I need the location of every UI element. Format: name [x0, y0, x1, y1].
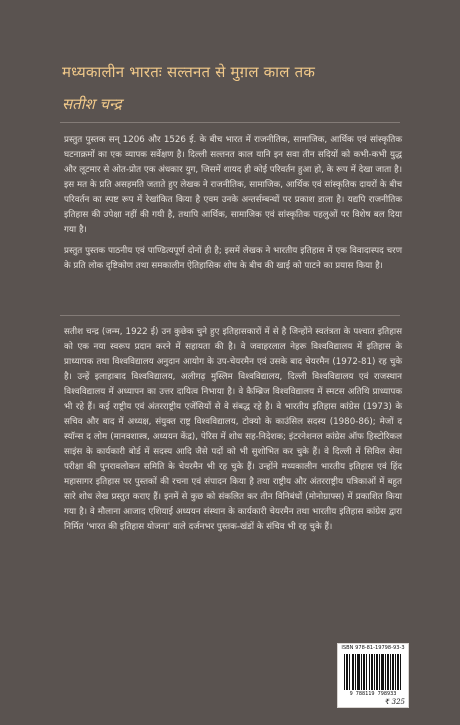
section-divider: [60, 122, 400, 123]
description-paragraph: प्रस्तुत पुस्तक पाठनीय एवं पाण्डित्यपूर्ण दोनों ही है; इसमें लेखक ने भारतीय इतिहास में एक विवादास्पद चरण के प्रति लोक दृष्टिकोण तथा समकालीन ऐतिहासिक शोध के बीच की खाई को पाटने का प्रयास किया है।: [64, 246, 402, 271]
book-description: [64, 133, 402, 280]
author-bio-paragraph: सतीश चन्द्र (जन्म, 1922 ई) उन कुछेक चुने हुए इतिहासकारों में से है जिन्होंने स्वतंत्रता के पश्चात इतिहास को एक नया स्वरूप प्रदान करने में सहायता की है। वे जवाहरलाल नेहरू विश्वविद्यालय में इतिहास के प्राध्यापक तथा विश्वविद्यालय अनुदान आयोग के उप-चेयरमैन एवं उसके बाद चेयरमैन (1972-81) रह चुके है। उन्हें इलाहाबाद विश्वविद्यालय, अलीगढ़ मुस्लिम विश्वविद्यालय, दिल्ली विश्वविद्यालय एवं राजस्थान विश्वविद्यालय में अध्यापन का उत्तर दायित्व निभाया है। वे कैम्ब्रिज विश्वविद्यालय में स्मटस अतिथि प्राध्यापक भी रहे हैं। कई राष्ट्रीय एवं अंतरराष्ट्रीय एजेंसियों से वे संबद्ध रहे है। वे भारतीय इतिहास कांग्रेस (1973) के सचिव और बाद में अध्यक्ष, संयुक्त राष्ट्र विश्वविद्यालय, टोक्यो के काउंसिल सदस्य (1980-86); मेजों द स्यॉन्स द लोम (मानवशास्त्र, अध्ययन केंद्र), पेरिस में शोध सह-निदेशक; इंटरनेशनल कांग्रेस ऑफ हिस्टोरिकल साइंस के कार्यकारी बोर्ड में सदस्य आदि जैसे पदों को भी सुशोभित कर चुके हैं। वे दिल्ली में सिविल सेवा परीक्षा की पुनरावलोकन समिति के चेयरमैन भी रह चुके हैं। उन्होंने मध्यकालीन भारतीय इतिहास एवं हिंद महासागर इतिहास पर पुस्तकों की रचना एवं संपादन किया है तथा राष्ट्रीय और अंतरराष्ट्रीय पत्रिकाओं में बहुत सारे शोध लेख प्रस्तुत कराए हैं। इनमें से कुछ को संकलित कर तीन विनिबंधों (मोनोग्राफ्स) में प्रकाशित किया गया है। वे मौलाना आजाद एशियाई अध्ययन संस्थान के कार्यकारी चेयरमैन तथा भारतीय इतिहास कांग्रेस द्वारा निर्मित 'भारत की इतिहास योजना' वाले दर्जनभर पुस्तक-खंडों के संचिव भी रह चुके हैं।: [64, 327, 402, 532]
book-title: मध्यकालीन भारतः सल्तनत से मुग़ल काल तक: [62, 63, 316, 81]
barcode-icon: [343, 654, 403, 690]
author-biography: [64, 325, 402, 541]
barcode-number: 9 788119 798933: [349, 691, 397, 697]
book-author: सतीश चन्द्र: [62, 95, 122, 113]
isbn-number: ISBN 978-81-19798-93-3: [341, 645, 405, 651]
isbn-barcode-box: [337, 643, 409, 708]
section-divider: [60, 315, 400, 316]
description-paragraph: प्रस्तुत पुस्तक सन् 1206 और 1526 ई. के बीच भारत में राजनीतिक, सामाजिक, आर्थिक एवं सांस्कृतिक घटनाक्रमों का एक व्यापक सर्वेक्षण है। दिल्ली सल्तनत काल यानि इन सवा तीन सदियों को कभी-कभी युद्ध और लूटमार से ओत-प्रोत एक अंधकार युग, जिसमें शायद ही कोई परिवर्तन हुआ हो, के रूप में देखा जाता है। इस मत के प्रति असहमति जताते हुए लेखक ने राजनीतिक, सामाजिक, आर्थिक एवं सांस्कृतिक दायरों के बीच परिवर्तन का स्पष्ट रूप में रेखांकित किया है एवम उनके अन्तर्सम्बन्धों पर प्रकाश डाला है। यद्यपि राजनीतिक इतिहास की उपेक्षा नहीं की गयी है, तथापि आर्थिक, सामाजिक एवं सांस्कृतिक पहलुओं पर विशेष बल दिया गया है।: [64, 135, 402, 235]
book-price: ₹ 325: [384, 698, 405, 706]
